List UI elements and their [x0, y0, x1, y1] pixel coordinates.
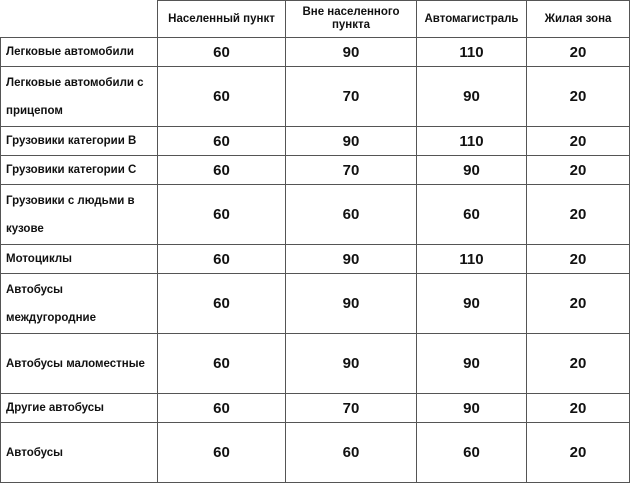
row-label: Грузовики категории С: [1, 156, 158, 185]
speed-value: 60: [417, 423, 527, 483]
row-label: Мотоциклы: [1, 245, 158, 274]
header-row: [1, 1, 630, 38]
speed-value: 90: [286, 127, 417, 156]
speed-value: 60: [158, 185, 286, 245]
speed-value: 90: [417, 67, 527, 127]
table-row: [1, 185, 630, 245]
speed-value: 20: [527, 127, 630, 156]
speed-value: 90: [417, 334, 527, 394]
column-header-settlement: Населенный пункт: [158, 1, 286, 38]
speed-value: 60: [158, 156, 286, 185]
row-label: Грузовики с людьми в кузове: [1, 185, 158, 245]
table-row: [1, 127, 630, 156]
speed-value: 60: [158, 274, 286, 334]
speed-value: 90: [417, 156, 527, 185]
column-header-highway: Автомагистраль: [417, 1, 527, 38]
row-label: Автобусы междугородние: [1, 274, 158, 334]
speed-value: 60: [158, 245, 286, 274]
speed-value: 70: [286, 156, 417, 185]
speed-value: 110: [417, 127, 527, 156]
speed-value: 90: [286, 38, 417, 67]
speed-value: 20: [527, 394, 630, 423]
speed-value: 60: [158, 38, 286, 67]
speed-value: 110: [417, 38, 527, 67]
speed-value: 90: [417, 394, 527, 423]
speed-value: 60: [417, 185, 527, 245]
speed-value: 20: [527, 334, 630, 394]
row-label: Автобусы маломестные: [1, 334, 158, 394]
row-label: Легковые автомобили с прицепом: [1, 67, 158, 127]
table-row: [1, 394, 630, 423]
table-row: [1, 334, 630, 394]
speed-value: 20: [527, 423, 630, 483]
speed-value: 20: [527, 185, 630, 245]
speed-value: 60: [158, 423, 286, 483]
table-row: [1, 156, 630, 185]
speed-value: 90: [286, 274, 417, 334]
speed-value: 90: [286, 334, 417, 394]
speed-value: 90: [417, 274, 527, 334]
row-label: Автобусы: [1, 423, 158, 483]
speed-value: 60: [158, 394, 286, 423]
row-label: Другие автобусы: [1, 394, 158, 423]
table-row: [1, 274, 630, 334]
table-row: [1, 245, 630, 274]
speed-value: 60: [286, 423, 417, 483]
speed-value: 20: [527, 67, 630, 127]
speed-value: 60: [286, 185, 417, 245]
speed-value: 20: [527, 156, 630, 185]
speed-value: 60: [158, 67, 286, 127]
table-row: [1, 67, 630, 127]
speed-value: 20: [527, 38, 630, 67]
column-header-residential-zone: Жилая зона: [527, 1, 630, 38]
speed-value: 70: [286, 67, 417, 127]
speed-value: 90: [286, 245, 417, 274]
speed-value: 20: [527, 245, 630, 274]
corner-header-cell: [1, 1, 158, 38]
row-label: Грузовики категории В: [1, 127, 158, 156]
table-row: [1, 38, 630, 67]
column-header-outside-settlement: Вне населенного пункта: [286, 1, 417, 38]
speed-value: 60: [158, 127, 286, 156]
table-row: [1, 423, 630, 483]
speed-value: 60: [158, 334, 286, 394]
speed-value: 70: [286, 394, 417, 423]
speed-value: 110: [417, 245, 527, 274]
speed-value: 20: [527, 274, 630, 334]
row-label: Легковые автомобили: [1, 38, 158, 67]
